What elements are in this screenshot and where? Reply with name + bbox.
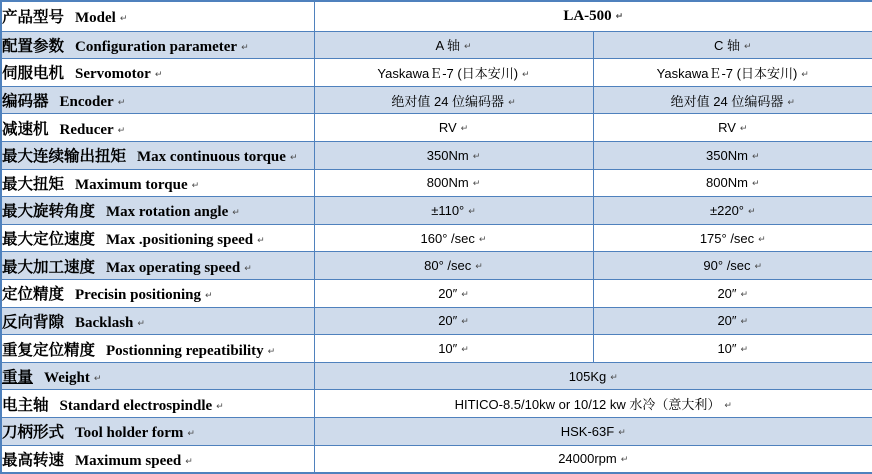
- spec-label-cell: [1, 224, 314, 252]
- label-english: Postionning repeatibility: [106, 342, 264, 359]
- table-row: [1, 169, 872, 197]
- label-english: Tool holder form: [75, 425, 184, 442]
- table-row: [1, 141, 872, 169]
- spec-label-cell: [1, 252, 314, 280]
- label-english: Max operating speed: [106, 259, 241, 276]
- spec-value-cell: [593, 252, 872, 280]
- spec-value-cell: [593, 307, 872, 335]
- paragraph-mark-icon: ↵: [117, 125, 126, 136]
- label-english: Encoder: [59, 94, 114, 111]
- label-english: Backlash: [75, 314, 134, 331]
- value-text: ±220°: [709, 202, 744, 218]
- label-chinese: 刀柄形式: [2, 424, 65, 442]
- paragraph-mark-icon: ↵: [257, 236, 265, 247]
- spec-value-cell: [314, 31, 593, 59]
- value-text: 20″: [717, 285, 737, 301]
- label-english: Weight: [44, 370, 90, 387]
- paragraph-mark-icon: ↵: [244, 263, 252, 274]
- value-text: HITICO-8.5/10kw or 10/12 kw 水冷（意大利）: [454, 397, 721, 413]
- value-text: YaskawaＥ-7 (日本安川): [656, 65, 798, 81]
- table-row: [1, 197, 872, 225]
- paragraph-mark-icon: ↵: [461, 317, 469, 328]
- spec-value-cell: [314, 418, 872, 446]
- table-row: [1, 335, 872, 363]
- label-chinese: 最大连续输出扭矩: [2, 148, 127, 166]
- spec-label-cell: [1, 59, 314, 87]
- paragraph-mark-icon: ↵: [743, 42, 752, 53]
- table-row: [1, 390, 872, 418]
- paragraph-mark-icon: ↵: [119, 14, 128, 25]
- paragraph-mark-icon: ↵: [508, 97, 516, 108]
- value-text: YaskawaＥ-7 (日本安川): [377, 65, 519, 81]
- spec-label-cell: [1, 418, 314, 446]
- value-text: A 轴: [435, 38, 461, 54]
- spec-value-cell: [593, 86, 872, 114]
- label-chinese: 伺服电机: [2, 65, 65, 83]
- value-text: ±110°: [431, 202, 465, 218]
- spec-value-cell: [314, 197, 593, 225]
- paragraph-mark-icon: ↵: [185, 456, 193, 467]
- table-row: [1, 280, 872, 308]
- paragraph-mark-icon: ↵: [522, 69, 530, 80]
- spec-value-cell: [314, 169, 593, 197]
- paragraph-mark-icon: ↵: [754, 262, 763, 273]
- value-text: 10″: [717, 341, 737, 357]
- spec-value-cell: [593, 59, 872, 87]
- paragraph-mark-icon: ↵: [461, 289, 469, 300]
- spec-label-cell: [1, 280, 314, 308]
- spec-value-cell: [314, 141, 593, 169]
- paragraph-mark-icon: ↵: [216, 401, 224, 412]
- label-chinese: 最高转速: [2, 451, 65, 469]
- label-english: Maximum torque: [75, 176, 188, 193]
- table-row: [1, 1, 872, 31]
- paragraph-mark-icon: ↵: [618, 427, 626, 438]
- label-english: Configuration parameter: [75, 38, 238, 55]
- value-text: 350Nm: [426, 147, 469, 163]
- paragraph-mark-icon: ↵: [740, 345, 749, 356]
- paragraph-mark-icon: ↵: [801, 69, 809, 80]
- value-text: 20″: [717, 313, 737, 329]
- paragraph-mark-icon: ↵: [267, 346, 276, 357]
- paragraph-mark-icon: ↵: [740, 317, 749, 328]
- spec-value-cell: [314, 280, 593, 308]
- paragraph-mark-icon: ↵: [154, 70, 163, 81]
- paragraph-mark-icon: ↵: [241, 42, 249, 53]
- spec-value-cell: [314, 362, 872, 390]
- spec-value-cell: [593, 169, 872, 197]
- label-chinese: 减速机: [2, 120, 49, 138]
- paragraph-mark-icon: ↵: [475, 262, 483, 273]
- label-chinese: 产品型号: [2, 9, 65, 27]
- paragraph-mark-icon: ↵: [620, 455, 629, 466]
- value-text: 10″: [438, 341, 458, 357]
- paragraph-mark-icon: ↵: [478, 234, 487, 245]
- label-english: Precisin positioning: [75, 287, 202, 304]
- paragraph-mark-icon: ↵: [187, 429, 195, 440]
- spec-value-cell: [593, 224, 872, 252]
- paragraph-mark-icon: ↵: [472, 179, 481, 190]
- label-chinese: 重量: [2, 369, 34, 387]
- paragraph-mark-icon: ↵: [758, 234, 766, 245]
- spec-label-cell: [1, 362, 314, 390]
- label-english: Max .positioning speed: [106, 232, 254, 249]
- paragraph-mark-icon: ↵: [137, 318, 145, 329]
- label-chinese: 最大扭矩: [2, 175, 65, 193]
- paragraph-mark-icon: ↵: [289, 153, 298, 164]
- spec-label-cell: [1, 141, 314, 169]
- value-text: 160° /sec: [420, 230, 475, 246]
- value-text: 24000rpm: [558, 451, 617, 467]
- spec-value-cell: [314, 1, 872, 31]
- paragraph-mark-icon: ↵: [472, 151, 481, 162]
- table-row: [1, 362, 872, 390]
- spec-value-cell: [314, 307, 593, 335]
- paragraph-mark-icon: ↵: [610, 372, 618, 383]
- label-english: Maximum speed: [75, 452, 182, 469]
- table-row: [1, 31, 872, 59]
- value-text: RV: [718, 120, 736, 136]
- paragraph-mark-icon: ↵: [461, 345, 469, 356]
- paragraph-mark-icon: ↵: [751, 151, 760, 162]
- table-row: [1, 418, 872, 446]
- spec-value-cell: [593, 197, 872, 225]
- paragraph-mark-icon: ↵: [117, 98, 126, 109]
- paragraph-mark-icon: ↵: [739, 124, 748, 135]
- value-text: 800Nm: [706, 175, 748, 191]
- spec-label-cell: [1, 114, 314, 142]
- paragraph-mark-icon: ↵: [460, 124, 469, 135]
- spec-value-cell: [593, 141, 872, 169]
- spec-label-cell: [1, 445, 314, 473]
- paragraph-mark-icon: ↵: [787, 97, 795, 108]
- spec-value-cell: [314, 252, 593, 280]
- spec-value-cell: [314, 224, 593, 252]
- label-english: Reducer: [59, 121, 114, 138]
- label-english: Max rotation angle: [106, 204, 229, 221]
- value-text: 20″: [438, 313, 458, 329]
- label-english: Standard electrospindle: [59, 397, 213, 414]
- label-english: Servomotor: [75, 66, 151, 83]
- label-english: Max continuous torque: [137, 149, 286, 166]
- label-chinese: 定位精度: [2, 286, 65, 304]
- value-text: 90° /sec: [703, 258, 751, 274]
- spec-value-cell: [314, 114, 593, 142]
- paragraph-mark-icon: ↵: [740, 289, 749, 300]
- paragraph-mark-icon: ↵: [232, 208, 240, 219]
- spec-value-cell: [314, 335, 593, 363]
- value-text: 80° /sec: [424, 258, 472, 274]
- table-row: [1, 445, 872, 473]
- paragraph-mark-icon: ↵: [615, 11, 624, 22]
- label-chinese: 编码器: [2, 93, 49, 111]
- spec-value-cell: [314, 390, 872, 418]
- spec-value-cell: [314, 445, 872, 473]
- spec-value-cell: [593, 114, 872, 142]
- label-chinese: 最大旋转角度: [2, 203, 96, 221]
- spec-label-cell: [1, 31, 314, 59]
- spec-value-cell: [593, 335, 872, 363]
- value-text: LA-500: [563, 7, 612, 24]
- table-row: [1, 59, 872, 87]
- value-text: 20″: [438, 285, 458, 301]
- value-text: 绝对值 24 位编码器: [391, 93, 505, 109]
- value-text: 175° /sec: [699, 230, 755, 246]
- spec-label-cell: [1, 197, 314, 225]
- label-chinese: 电主轴: [2, 396, 49, 414]
- value-text: C 轴: [713, 38, 740, 54]
- label-chinese: 反向背隙: [2, 313, 65, 331]
- paragraph-mark-icon: ↵: [464, 42, 472, 53]
- paragraph-mark-icon: ↵: [748, 206, 756, 217]
- label-english: Model: [75, 10, 116, 27]
- paragraph-mark-icon: ↵: [751, 179, 760, 190]
- value-text: 绝对值 24 位编码器: [670, 93, 784, 109]
- table-row: [1, 307, 872, 335]
- table-row: [1, 86, 872, 114]
- table-row: [1, 224, 872, 252]
- value-text: RV: [438, 120, 457, 136]
- spec-label-cell: [1, 390, 314, 418]
- label-chinese: 最大加工速度: [2, 258, 96, 276]
- label-chinese: 最大定位速度: [2, 231, 96, 249]
- paragraph-mark-icon: ↵: [205, 291, 213, 302]
- value-text: 105Kg: [568, 368, 607, 384]
- spec-value-cell: [314, 86, 593, 114]
- spec-label-cell: [1, 1, 314, 31]
- value-text: HSK-63F: [560, 423, 615, 439]
- paragraph-mark-icon: ↵: [191, 180, 200, 191]
- spec-value-cell: [314, 59, 593, 87]
- value-text: 800Nm: [426, 175, 469, 191]
- paragraph-mark-icon: ↵: [468, 206, 476, 217]
- spec-label-cell: [1, 169, 314, 197]
- label-chinese: 重复定位精度: [2, 341, 96, 359]
- label-chinese: 配置参数: [2, 37, 65, 55]
- spec-value-cell: [593, 31, 872, 59]
- spec-label-cell: [1, 86, 314, 114]
- spec-label-cell: [1, 307, 314, 335]
- table-row: [1, 114, 872, 142]
- spec-label-cell: [1, 335, 314, 363]
- spec-table-body: [1, 1, 872, 473]
- value-text: 350Nm: [706, 147, 748, 163]
- table-row: [1, 252, 872, 280]
- spec-value-cell: [593, 280, 872, 308]
- paragraph-mark-icon: ↵: [724, 401, 732, 412]
- paragraph-mark-icon: ↵: [93, 374, 102, 385]
